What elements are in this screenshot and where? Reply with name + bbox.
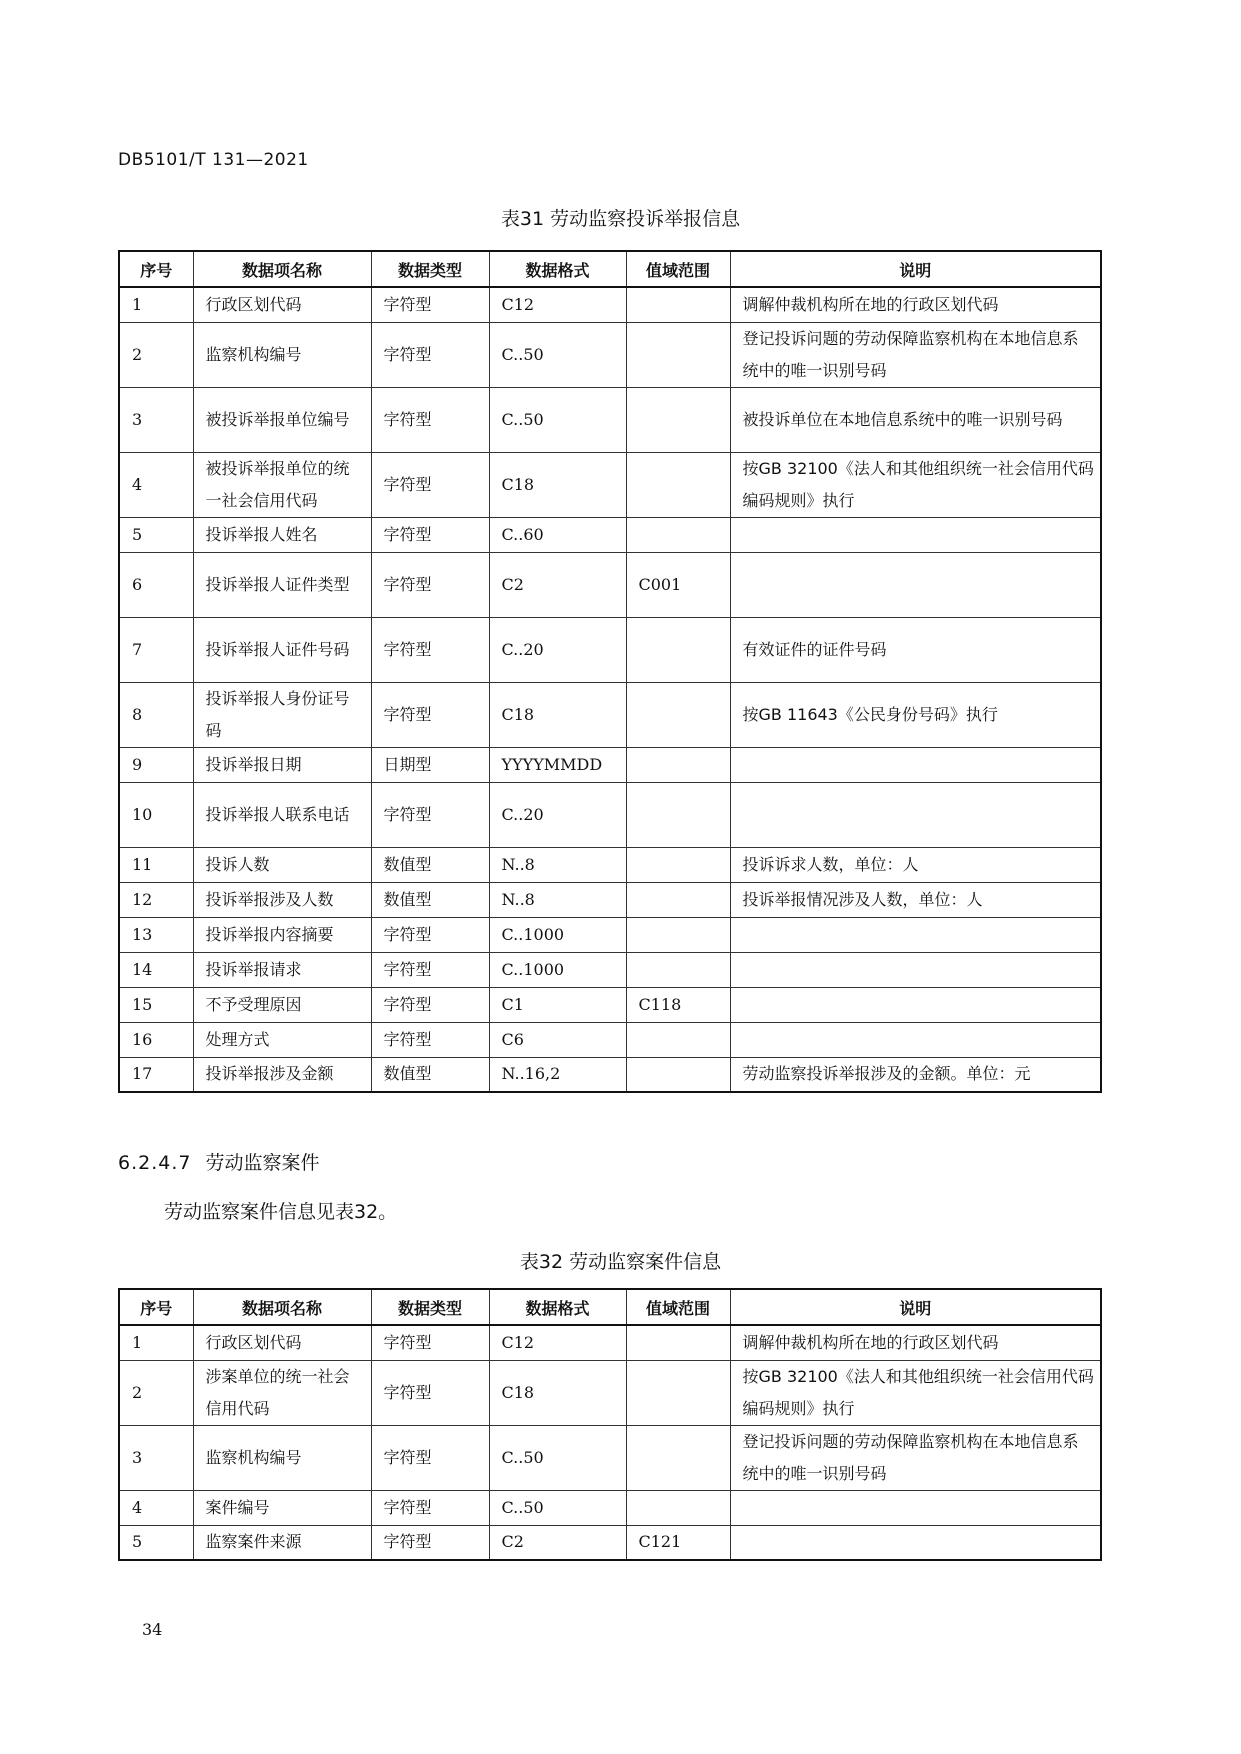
- cell-range: [626, 847, 730, 882]
- column-header-type: 数据类型: [371, 1289, 489, 1325]
- cell-description: 登记投诉问题的劳动保障监察机构在本地信息系统中的唯一识别号码: [730, 322, 1101, 387]
- table-32-title: 表32 劳动监察案件信息: [519, 1251, 722, 1273]
- table-header-row: [119, 251, 1101, 287]
- table-row: [119, 387, 1101, 452]
- table-header-row: [119, 1289, 1101, 1325]
- cell-name: 投诉举报内容摘要: [193, 917, 371, 952]
- cell-description: [730, 517, 1101, 552]
- cell-name: 投诉人数: [193, 847, 371, 882]
- cell-description: [730, 917, 1101, 952]
- cell-range: C001: [626, 552, 730, 617]
- cell-format: YYYYMMDD: [489, 747, 626, 782]
- cell-range: [626, 1325, 730, 1360]
- cell-format: C..20: [489, 617, 626, 682]
- cell-type: 数值型: [371, 847, 489, 882]
- cell-index: 1: [119, 287, 193, 322]
- cell-type: 字符型: [371, 287, 489, 322]
- section-title: 劳动监察案件: [205, 1152, 320, 1174]
- cell-range: [626, 882, 730, 917]
- cell-range: [626, 1490, 730, 1525]
- cell-type: 字符型: [371, 782, 489, 847]
- cell-description: 投诉举报情况涉及人数，单位：人: [730, 882, 1101, 917]
- cell-range: [626, 747, 730, 782]
- cell-type: 字符型: [371, 952, 489, 987]
- cell-type: 字符型: [371, 1360, 489, 1425]
- cell-type: 字符型: [371, 1325, 489, 1360]
- cell-format: C..50: [489, 1490, 626, 1525]
- table-row: [119, 1490, 1101, 1525]
- cell-index: 2: [119, 1360, 193, 1425]
- cell-index: 5: [119, 517, 193, 552]
- table-31: [118, 250, 1102, 1093]
- cell-name: 投诉举报请求: [193, 952, 371, 987]
- table-row: [119, 847, 1101, 882]
- cell-description: [730, 987, 1101, 1022]
- cell-name: 投诉举报人联系电话: [193, 782, 371, 847]
- cell-range: [626, 1425, 730, 1490]
- cell-type: 数值型: [371, 882, 489, 917]
- cell-index: 4: [119, 1490, 193, 1525]
- table-row: [119, 322, 1101, 387]
- cell-type: 字符型: [371, 1525, 489, 1560]
- table-row: [119, 782, 1101, 847]
- column-header-name: 数据项名称: [193, 251, 371, 287]
- cell-name: 行政区划代码: [193, 287, 371, 322]
- cell-name: 被投诉举报单位的统一社会信用代码: [193, 452, 371, 517]
- cell-description: 调解仲裁机构所在地的行政区划代码: [730, 287, 1101, 322]
- table-row: [119, 1360, 1101, 1425]
- cell-format: C12: [489, 1325, 626, 1360]
- cell-range: [626, 682, 730, 747]
- table-row: [119, 1022, 1101, 1057]
- cell-type: 数值型: [371, 1057, 489, 1092]
- cell-name: 投诉举报人姓名: [193, 517, 371, 552]
- column-header-type: 数据类型: [371, 251, 489, 287]
- cell-description: [730, 782, 1101, 847]
- cell-index: 3: [119, 1425, 193, 1490]
- cell-index: 16: [119, 1022, 193, 1057]
- cell-type: 字符型: [371, 1425, 489, 1490]
- column-header-description: 说明: [730, 251, 1101, 287]
- cell-range: C118: [626, 987, 730, 1022]
- cell-description: 调解仲裁机构所在地的行政区划代码: [730, 1325, 1101, 1360]
- cell-format: C..20: [489, 782, 626, 847]
- cell-format: C..60: [489, 517, 626, 552]
- cell-index: 15: [119, 987, 193, 1022]
- cell-type: 字符型: [371, 322, 489, 387]
- cell-index: 2: [119, 322, 193, 387]
- cell-name: 投诉举报涉及金额: [193, 1057, 371, 1092]
- cell-range: [626, 917, 730, 952]
- cell-index: 4: [119, 452, 193, 517]
- table-row: [119, 617, 1101, 682]
- cell-index: 17: [119, 1057, 193, 1092]
- cell-format: C12: [489, 287, 626, 322]
- cell-type: 字符型: [371, 617, 489, 682]
- cell-index: 10: [119, 782, 193, 847]
- column-header-format: 数据格式: [489, 1289, 626, 1325]
- cell-format: C1: [489, 987, 626, 1022]
- cell-type: 字符型: [371, 987, 489, 1022]
- cell-description: 被投诉单位在本地信息系统中的唯一识别号码: [730, 387, 1101, 452]
- cell-range: [626, 617, 730, 682]
- table-row: [119, 917, 1101, 952]
- cell-format: C18: [489, 452, 626, 517]
- table-row: [119, 552, 1101, 617]
- table-row: [119, 287, 1101, 322]
- cell-name: 投诉举报日期: [193, 747, 371, 782]
- table-row: [119, 1425, 1101, 1490]
- page-number: 34: [142, 1620, 163, 1639]
- cell-format: N..8: [489, 882, 626, 917]
- cell-name: 投诉举报人证件号码: [193, 617, 371, 682]
- column-header-format: 数据格式: [489, 251, 626, 287]
- cell-range: [626, 782, 730, 847]
- cell-description: [730, 1490, 1101, 1525]
- cell-index: 1: [119, 1325, 193, 1360]
- cell-format: C..1000: [489, 952, 626, 987]
- body-paragraph: 劳动监察案件信息见表32。: [164, 1201, 398, 1223]
- cell-description: 按GB 32100《法人和其他组织统一社会信用代码编码规则》执行: [730, 452, 1101, 517]
- cell-index: 7: [119, 617, 193, 682]
- cell-format: C18: [489, 682, 626, 747]
- cell-description: [730, 747, 1101, 782]
- cell-name: 不予受理原因: [193, 987, 371, 1022]
- column-header-range: 值域范围: [626, 1289, 730, 1325]
- cell-description: [730, 552, 1101, 617]
- cell-index: 5: [119, 1525, 193, 1560]
- cell-description: 按GB 11643《公民身份号码》执行: [730, 682, 1101, 747]
- table-row: [119, 1057, 1101, 1092]
- cell-index: 11: [119, 847, 193, 882]
- cell-description: [730, 1022, 1101, 1057]
- cell-name: 案件编号: [193, 1490, 371, 1525]
- document-code-header: DB5101/T 131—2021: [118, 150, 309, 170]
- cell-type: 字符型: [371, 552, 489, 617]
- cell-range: [626, 1022, 730, 1057]
- cell-description: 登记投诉问题的劳动保障监察机构在本地信息系统中的唯一识别号码: [730, 1425, 1101, 1490]
- cell-description: 劳动监察投诉举报涉及的金额。单位：元: [730, 1057, 1101, 1092]
- cell-description: [730, 1525, 1101, 1560]
- table-row: [119, 987, 1101, 1022]
- cell-format: C..50: [489, 1425, 626, 1490]
- cell-format: C2: [489, 1525, 626, 1560]
- cell-format: N..8: [489, 847, 626, 882]
- cell-format: C18: [489, 1360, 626, 1425]
- cell-description: 按GB 32100《法人和其他组织统一社会信用代码编码规则》执行: [730, 1360, 1101, 1425]
- cell-range: [626, 1057, 730, 1092]
- cell-format: N..16,2: [489, 1057, 626, 1092]
- cell-format: C..50: [489, 322, 626, 387]
- cell-index: 3: [119, 387, 193, 452]
- cell-format: C..1000: [489, 917, 626, 952]
- cell-type: 字符型: [371, 452, 489, 517]
- cell-name: 投诉举报人证件类型: [193, 552, 371, 617]
- cell-type: 字符型: [371, 1490, 489, 1525]
- cell-description: [730, 952, 1101, 987]
- cell-name: 监察机构编号: [193, 322, 371, 387]
- cell-range: [626, 452, 730, 517]
- table-row: [119, 1325, 1101, 1360]
- table-31-title: 表31 劳动监察投诉举报信息: [500, 208, 741, 230]
- cell-description: 投诉诉求人数，单位：人: [730, 847, 1101, 882]
- cell-index: 13: [119, 917, 193, 952]
- cell-name: 投诉举报涉及人数: [193, 882, 371, 917]
- table-32: [118, 1288, 1102, 1561]
- cell-range: [626, 287, 730, 322]
- cell-name: 涉案单位的统一社会信用代码: [193, 1360, 371, 1425]
- cell-format: C6: [489, 1022, 626, 1057]
- cell-type: 日期型: [371, 747, 489, 782]
- cell-type: 字符型: [371, 1022, 489, 1057]
- cell-index: 8: [119, 682, 193, 747]
- cell-type: 字符型: [371, 517, 489, 552]
- section-heading: [118, 1148, 320, 1175]
- cell-name: 监察案件来源: [193, 1525, 371, 1560]
- cell-index: 14: [119, 952, 193, 987]
- table-row: [119, 452, 1101, 517]
- cell-index: 12: [119, 882, 193, 917]
- column-header-range: 值域范围: [626, 251, 730, 287]
- column-header-index: 序号: [119, 1289, 193, 1325]
- table-row: [119, 882, 1101, 917]
- section-number: 6.2.4.7: [118, 1152, 192, 1174]
- cell-range: [626, 517, 730, 552]
- cell-range: [626, 387, 730, 452]
- cell-index: 9: [119, 747, 193, 782]
- cell-range: [626, 952, 730, 987]
- cell-type: 字符型: [371, 682, 489, 747]
- cell-description: 有效证件的证件号码: [730, 617, 1101, 682]
- table-row: [119, 517, 1101, 552]
- cell-index: 6: [119, 552, 193, 617]
- column-header-description: 说明: [730, 1289, 1101, 1325]
- cell-format: C..50: [489, 387, 626, 452]
- cell-range: C121: [626, 1525, 730, 1560]
- cell-name: 投诉举报人身份证号码: [193, 682, 371, 747]
- cell-name: 监察机构编号: [193, 1425, 371, 1490]
- table-row: [119, 1525, 1101, 1560]
- cell-name: 处理方式: [193, 1022, 371, 1057]
- cell-range: [626, 1360, 730, 1425]
- table-row: [119, 952, 1101, 987]
- table-row: [119, 682, 1101, 747]
- cell-type: 字符型: [371, 917, 489, 952]
- column-header-index: 序号: [119, 251, 193, 287]
- table-row: [119, 747, 1101, 782]
- cell-name: 行政区划代码: [193, 1325, 371, 1360]
- column-header-name: 数据项名称: [193, 1289, 371, 1325]
- cell-type: 字符型: [371, 387, 489, 452]
- cell-format: C2: [489, 552, 626, 617]
- cell-name: 被投诉举报单位编号: [193, 387, 371, 452]
- cell-range: [626, 322, 730, 387]
